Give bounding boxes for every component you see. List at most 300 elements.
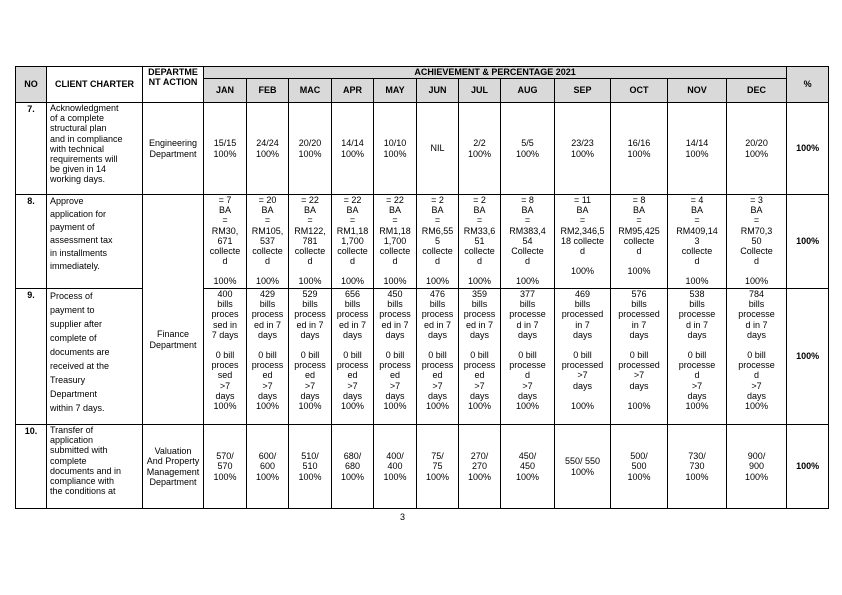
cell-line: processe bbox=[509, 309, 546, 320]
cell-line: 730/ bbox=[688, 451, 706, 462]
cell-line: 100% bbox=[627, 148, 651, 159]
cell-line: = 20 bbox=[258, 195, 277, 205]
cell-line: RM1,18 bbox=[336, 225, 369, 236]
cell-line: days bbox=[342, 390, 362, 401]
cell-line: 1,700 bbox=[341, 235, 364, 246]
header-achievement: ACHIEVEMENT & PERCENTAGE 2021 bbox=[204, 67, 787, 79]
cell-line: 5 bbox=[434, 235, 440, 246]
cell-line: = 2 bbox=[431, 195, 444, 205]
header-dept-action-line2: NT ACTION bbox=[148, 77, 198, 88]
cell-line: bills bbox=[471, 299, 488, 310]
cell-line: 100% bbox=[467, 276, 492, 287]
cell-spacer bbox=[612, 340, 666, 350]
cell-line: days bbox=[300, 329, 320, 340]
page-number: 3 bbox=[400, 512, 406, 522]
header-month-jun: JUN bbox=[417, 79, 459, 103]
cell-line: = bbox=[524, 215, 531, 226]
table-body bbox=[16, 103, 829, 509]
cell-spacer bbox=[502, 340, 553, 350]
cell-spacer bbox=[290, 266, 330, 276]
cell-spacer bbox=[556, 391, 609, 401]
cell-line: ed bbox=[474, 370, 485, 381]
cell-line: RM95,425 bbox=[618, 225, 660, 236]
cell-apr bbox=[332, 425, 374, 509]
cell-line: 450 bbox=[519, 461, 536, 472]
cell-line: processe bbox=[509, 360, 546, 371]
cell-line: RM33,6 bbox=[463, 225, 496, 236]
header-month-aug: AUG bbox=[501, 79, 555, 103]
cell-line: 100% bbox=[425, 471, 450, 482]
cell-line: process bbox=[294, 360, 326, 371]
cell-line: 100% bbox=[745, 401, 769, 412]
cell-line: ed bbox=[389, 370, 400, 381]
cell-spacer bbox=[375, 340, 415, 350]
cell-line: = 22 bbox=[343, 195, 362, 205]
cell-line: d bbox=[264, 256, 270, 267]
cell-line: in 7 bbox=[631, 319, 647, 330]
cell-line: bills bbox=[689, 299, 705, 310]
cell-line: 100% bbox=[570, 148, 595, 159]
header-month-feb: FEB bbox=[247, 79, 289, 103]
charter-line: of a complete bbox=[50, 113, 105, 124]
header-percent: % bbox=[787, 67, 829, 103]
cell-spacer bbox=[669, 266, 725, 276]
cell-spacer bbox=[728, 340, 785, 350]
header-month-may: MAY bbox=[374, 79, 417, 103]
cell-line: RM2,346,5 bbox=[560, 225, 605, 236]
cell-line: >7 bbox=[691, 380, 703, 391]
cell-line: BA bbox=[750, 205, 763, 216]
cell-jan bbox=[204, 195, 247, 289]
cell-line: BA bbox=[690, 205, 703, 216]
charter-line: working days. bbox=[50, 174, 106, 185]
cell-line: >7 bbox=[633, 370, 645, 381]
cell-line: 100% bbox=[213, 276, 237, 287]
table-row bbox=[16, 289, 829, 425]
cell-line: ed in 7 bbox=[253, 319, 282, 330]
header-month-dec: DEC bbox=[727, 79, 787, 103]
cell-line: process bbox=[251, 309, 284, 320]
cell-line: 100% bbox=[685, 276, 709, 287]
cell-oct bbox=[611, 195, 668, 289]
cell-line: 100% bbox=[255, 148, 280, 159]
cell-line: 100% bbox=[213, 401, 237, 412]
cell-line: 529 bbox=[302, 289, 318, 299]
cell-line: d bbox=[307, 256, 313, 267]
cell-line: 100% bbox=[745, 148, 769, 159]
cell-line: 100% bbox=[213, 471, 237, 482]
charter-line: with technical bbox=[50, 143, 105, 154]
cell-line: 0 bill bbox=[343, 350, 362, 361]
cell-line: d bbox=[754, 370, 760, 381]
charter-line: received at the bbox=[50, 361, 110, 371]
cell-line: processe bbox=[738, 309, 775, 320]
cell-line: 100% bbox=[467, 148, 492, 159]
cell-line: >7 bbox=[522, 380, 533, 391]
cell-line: 100% bbox=[627, 400, 651, 411]
cell-line: collecte bbox=[337, 246, 368, 257]
cell-spacer bbox=[205, 340, 245, 350]
cell-line: 100% bbox=[340, 471, 365, 482]
cell-line: process bbox=[294, 309, 326, 320]
cell-line: 100% bbox=[383, 276, 407, 287]
cell-line: 900 bbox=[749, 461, 765, 472]
cell-aug bbox=[501, 425, 555, 509]
header-dept-action bbox=[143, 67, 204, 103]
cell-line: BA bbox=[346, 205, 359, 216]
cell-line: 3 bbox=[694, 235, 700, 246]
cell-line: process bbox=[251, 360, 284, 371]
header-month-jul: JUL bbox=[459, 79, 501, 103]
charter-line: complete of bbox=[50, 333, 97, 343]
cell-line: collecte bbox=[294, 246, 326, 257]
charter-line: compliance with bbox=[50, 476, 115, 487]
header-month-mac: MAC bbox=[289, 79, 332, 103]
cell-line: 100% bbox=[685, 401, 709, 412]
cell-jul bbox=[459, 289, 501, 425]
cell-line: bills bbox=[259, 299, 276, 310]
cell-line: ed bbox=[347, 370, 358, 381]
cell-jan bbox=[204, 425, 247, 509]
cell-line: 50 bbox=[751, 235, 762, 246]
cell-line: 1,700 bbox=[383, 235, 407, 246]
cell-line: process bbox=[336, 309, 369, 320]
cell-line: bills bbox=[344, 299, 361, 310]
cell-apr bbox=[332, 103, 374, 195]
cell-line: 75 bbox=[432, 461, 443, 472]
cell-line: 100% bbox=[745, 276, 769, 287]
cell-line: = 22 bbox=[301, 195, 319, 205]
cell-spacer bbox=[375, 266, 415, 276]
cell-line: days bbox=[427, 390, 447, 401]
cell-line: 18 collecte bbox=[560, 235, 605, 246]
cell-line: collecte bbox=[252, 246, 283, 257]
cell-line: 100% bbox=[255, 276, 280, 287]
cell-line: >7 bbox=[751, 380, 762, 391]
cell-line: days bbox=[257, 329, 277, 340]
cell-line: 510 bbox=[302, 461, 318, 472]
cell-line: d bbox=[694, 256, 700, 267]
cell-line: 680/ bbox=[343, 451, 362, 462]
cell-line: processe bbox=[678, 360, 716, 371]
cell-line: 400 bbox=[387, 461, 403, 472]
cell-line: = bbox=[434, 215, 441, 226]
charter-line: payment to bbox=[50, 305, 95, 315]
cell-line: d bbox=[524, 370, 530, 381]
cell-line: 7 days bbox=[211, 329, 239, 340]
client-charter-text bbox=[47, 425, 143, 509]
header-month-apr: APR bbox=[332, 79, 374, 103]
cell-line: process bbox=[336, 360, 369, 371]
cell-line: = 11 bbox=[573, 195, 592, 205]
charter-line: Department bbox=[50, 389, 98, 399]
department-line: And Property bbox=[146, 456, 200, 467]
cell-jul bbox=[459, 425, 501, 509]
cell-line: 550/ 550 bbox=[564, 456, 601, 467]
cell-sep bbox=[555, 289, 611, 425]
cell-line: RM409,14 bbox=[676, 225, 718, 236]
cell-line: >7 bbox=[432, 380, 443, 391]
cell-line: 377 bbox=[519, 289, 536, 299]
cell-line: 100% bbox=[298, 471, 322, 482]
cell-aug bbox=[501, 195, 555, 289]
department-action bbox=[143, 195, 204, 425]
cell-line: = 4 bbox=[690, 195, 704, 205]
cell-line: 100% bbox=[627, 471, 651, 482]
cell-line: 0 bill bbox=[470, 350, 489, 361]
cell-line: process bbox=[379, 309, 411, 320]
cell-line: days bbox=[572, 329, 592, 340]
cell-jul bbox=[459, 103, 501, 195]
cell-line: d bbox=[349, 256, 355, 267]
cell-line: 0 bill bbox=[573, 350, 592, 361]
cell-line: 100% bbox=[298, 148, 322, 159]
cell-feb bbox=[247, 195, 289, 289]
cell-line: 54 bbox=[522, 235, 533, 246]
cell-jun bbox=[417, 103, 459, 195]
cell-line: sed in bbox=[212, 319, 238, 330]
cell-spacer bbox=[460, 340, 499, 350]
department-line: Finance bbox=[156, 329, 190, 340]
cell-line: = 2 bbox=[473, 195, 486, 205]
cell-line: BA bbox=[303, 205, 316, 216]
cell-line: days bbox=[427, 329, 447, 340]
cell-line: = 7 bbox=[218, 195, 232, 205]
cell-line: = 3 bbox=[750, 195, 763, 205]
cell-line: ed in 7 bbox=[465, 319, 494, 330]
cell-line: 100% bbox=[685, 471, 709, 482]
cell-line: 450/ bbox=[518, 451, 537, 462]
row-number: 7. bbox=[16, 103, 47, 195]
cell-line: BA bbox=[576, 205, 589, 216]
cell-line: = bbox=[753, 215, 760, 226]
cell-nov bbox=[668, 103, 727, 195]
cell-spacer bbox=[205, 266, 245, 276]
header-month-nov: NOV bbox=[668, 79, 727, 103]
cell-line: processe bbox=[738, 360, 775, 371]
cell-mac bbox=[289, 103, 332, 195]
department-line: Department bbox=[149, 148, 197, 159]
cell-line: >7 bbox=[219, 380, 231, 391]
cell-line: 100% bbox=[213, 148, 237, 159]
cell-line: 600 bbox=[259, 461, 276, 472]
charter-line: the conditions at bbox=[50, 486, 116, 497]
cell-line: ed in 7 bbox=[423, 319, 452, 330]
cell-line: Collecte bbox=[740, 246, 773, 257]
cell-line: process bbox=[463, 360, 496, 371]
cell-line: days bbox=[215, 390, 235, 401]
cell-line: collecte bbox=[681, 246, 713, 257]
cell-line: 510/ bbox=[301, 451, 319, 462]
cell-line: 100% bbox=[298, 401, 322, 412]
cell-line: BA bbox=[632, 205, 645, 216]
cell-line: d in 7 bbox=[685, 319, 709, 330]
cell-line: days bbox=[517, 390, 537, 401]
cell-line: 671 bbox=[217, 235, 233, 246]
header-no: NO bbox=[16, 67, 47, 103]
cell-feb bbox=[247, 103, 289, 195]
cell-dec bbox=[727, 425, 787, 509]
cell-spacer bbox=[669, 340, 725, 350]
cell-line: days bbox=[385, 329, 405, 340]
cell-line: 100% bbox=[467, 471, 492, 482]
cell-line: d bbox=[694, 370, 700, 381]
cell-line: processed bbox=[561, 360, 604, 371]
cell-line: days bbox=[687, 390, 707, 401]
cell-line: 0 bill bbox=[518, 350, 537, 361]
cell-line: BA bbox=[473, 205, 486, 216]
cell-line: 5/5 bbox=[521, 138, 534, 149]
cell-line: 100% bbox=[425, 276, 450, 287]
charter-line: in installments bbox=[50, 248, 108, 258]
client-charter-text bbox=[47, 103, 143, 195]
cell-line: 100% bbox=[515, 401, 540, 412]
cell-line: d bbox=[476, 256, 482, 267]
cell-line: = bbox=[392, 215, 398, 226]
cell-line: ed in 7 bbox=[296, 319, 324, 330]
cell-line: 100% bbox=[515, 471, 540, 482]
charter-line: Approve bbox=[50, 196, 84, 206]
cell-spacer bbox=[612, 256, 666, 266]
cell-may bbox=[374, 103, 417, 195]
charter-line: documents and in bbox=[50, 465, 122, 476]
cell-line: bills bbox=[748, 299, 765, 310]
cell-line: 100% bbox=[570, 466, 595, 477]
cell-jul bbox=[459, 195, 501, 289]
cell-line: 270/ bbox=[470, 451, 489, 462]
cell-line: = bbox=[307, 215, 313, 226]
cell-line: 270 bbox=[471, 461, 488, 472]
cell-line: ed bbox=[304, 370, 315, 381]
cell-mac bbox=[289, 195, 332, 289]
cell-line: 400/ bbox=[386, 451, 404, 462]
cell-line: process bbox=[463, 309, 496, 320]
charter-line: supplier after bbox=[50, 319, 103, 329]
cell-line: 781 bbox=[302, 235, 318, 246]
cell-line: 100% bbox=[570, 400, 595, 411]
cell-line: proces bbox=[211, 309, 239, 320]
cell-line: days bbox=[517, 329, 537, 340]
cell-line: >7 bbox=[389, 380, 401, 391]
cell-line: BA bbox=[218, 205, 231, 216]
cell-line: = bbox=[579, 215, 586, 226]
cell-line: 576 bbox=[631, 289, 647, 299]
cell-line: 0 bill bbox=[258, 350, 277, 361]
client-charter-text bbox=[47, 195, 143, 289]
cell-line: >7 bbox=[474, 380, 485, 391]
cell-line: days bbox=[629, 380, 649, 391]
cell-spacer bbox=[502, 266, 553, 276]
cell-line: 538 bbox=[689, 289, 705, 299]
cell-line: 100% bbox=[570, 266, 595, 277]
cell-aug bbox=[501, 103, 555, 195]
cell-spacer bbox=[556, 256, 609, 266]
cell-line: 51 bbox=[474, 235, 485, 246]
cell-line: 0 bill bbox=[687, 350, 707, 361]
cell-spacer bbox=[333, 266, 372, 276]
cell-line: 0 bill bbox=[385, 350, 405, 361]
cell-line: >7 bbox=[347, 380, 358, 391]
cell-line: days bbox=[257, 390, 277, 401]
cell-line: processed bbox=[561, 309, 604, 320]
cell-line: days bbox=[747, 329, 767, 340]
cell-line: 784 bbox=[749, 289, 765, 299]
cell-line: d bbox=[524, 256, 530, 267]
cell-line: BA bbox=[261, 205, 274, 216]
cell-line: >7 bbox=[304, 380, 316, 391]
cell-line: bills bbox=[631, 299, 647, 310]
cell-line: 359 bbox=[471, 289, 488, 299]
cell-line: days bbox=[469, 390, 489, 401]
charter-line: Process of bbox=[50, 291, 93, 301]
cell-line: bills bbox=[387, 299, 403, 310]
table-row bbox=[16, 195, 829, 289]
cell-line: 15/15 bbox=[213, 138, 237, 149]
row-number: 8. bbox=[16, 195, 47, 289]
cell-line: d bbox=[579, 246, 585, 257]
cell-line: RM105, bbox=[251, 225, 284, 236]
cell-line: proces bbox=[211, 360, 239, 371]
charter-line: payment of bbox=[50, 222, 95, 232]
cell-line: 0 bill bbox=[747, 350, 766, 361]
cell-line: d in 7 bbox=[745, 319, 768, 330]
cell-line: 16/16 bbox=[627, 138, 651, 149]
cell-line: 429 bbox=[259, 289, 276, 299]
row-number: 10. bbox=[16, 425, 47, 509]
cell-line: 900/ bbox=[747, 451, 766, 462]
cell-feb bbox=[247, 425, 289, 509]
cell-line: d bbox=[392, 256, 398, 267]
cell-line: = bbox=[694, 215, 700, 226]
charter-line: assessment tax bbox=[50, 235, 113, 245]
cell-jan bbox=[204, 289, 247, 425]
cell-line: ed in 7 bbox=[381, 319, 409, 330]
cell-oct bbox=[611, 289, 668, 425]
cell-spacer bbox=[333, 340, 372, 350]
cell-line: sed bbox=[217, 370, 233, 381]
cell-line: RM383,4 bbox=[509, 225, 546, 236]
department-line: Valuation bbox=[154, 446, 192, 457]
cell-line: in 7 bbox=[575, 319, 590, 330]
cell-line: RM70,3 bbox=[740, 225, 773, 236]
cell-line: 0 bill bbox=[428, 350, 447, 361]
cell-line: bills bbox=[429, 299, 446, 310]
cell-line: RM6,55 bbox=[421, 225, 454, 236]
cell-line: bills bbox=[217, 299, 233, 310]
cell-line: collecte bbox=[623, 235, 655, 246]
cell-spacer bbox=[248, 340, 287, 350]
cell-line: 14/14 bbox=[685, 138, 709, 149]
cell-line: 469 bbox=[574, 289, 591, 299]
cell-line: days bbox=[342, 329, 362, 340]
table-row bbox=[16, 103, 829, 195]
cell-line: 500/ bbox=[630, 451, 648, 462]
header-client-charter: CLIENT CHARTER bbox=[47, 67, 143, 103]
row-percent: 100% bbox=[787, 195, 829, 289]
cell-line: 100% bbox=[515, 148, 540, 159]
cell-line: 100% bbox=[340, 276, 365, 287]
cell-line: process bbox=[379, 360, 411, 371]
charter-line: within 7 days. bbox=[50, 403, 105, 413]
charter-line: structural plan bbox=[50, 123, 107, 134]
cell-line: >7 bbox=[262, 380, 273, 391]
charter-line: Transfer of bbox=[50, 425, 94, 435]
charter-line: application for bbox=[50, 209, 107, 219]
department-action bbox=[143, 425, 204, 509]
cell-spacer bbox=[612, 391, 666, 401]
cell-line: 476 bbox=[429, 289, 446, 299]
header-dept-action-line1: DEPARTME bbox=[148, 67, 198, 77]
